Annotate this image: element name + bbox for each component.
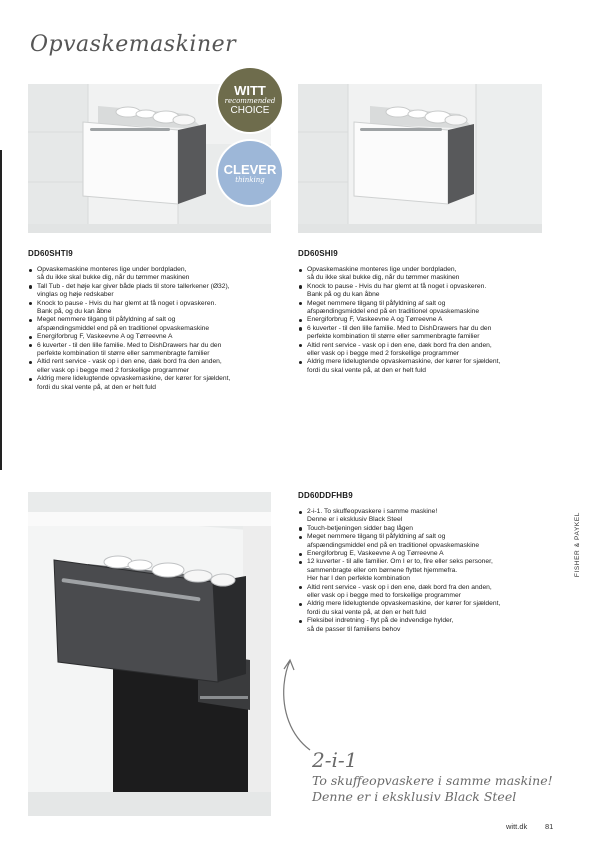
promo-line-1: To skuffeopvaskere i samme maskine!	[312, 773, 553, 788]
feature-line: Meget nemmere tilgang til påfyldning af salt og	[307, 533, 446, 541]
feature-line: Touch-betjeningen sidder bag lågen	[307, 524, 413, 532]
feature-line: Aldrig mere lidelugtende opvaskemaskine, der kører for sjældent,	[37, 375, 231, 383]
feature-item	[28, 283, 278, 300]
feature-item	[298, 558, 560, 583]
feature-list-dd60shi9	[298, 266, 548, 375]
footer-page-number: 81	[545, 822, 554, 831]
feature-line: Altid rent service - vask op i den ene, dæk bord fra den anden,	[307, 583, 492, 591]
feature-line-continued: Bank på og du kan åbne	[307, 291, 380, 299]
feature-line: Meget nemmere tilgang til påfyldning af salt og	[37, 316, 176, 324]
feature-line-continued: afspændingsmiddel end på en traditionel opvaskemaskine	[307, 308, 480, 316]
feature-item	[28, 316, 278, 333]
feature-line-continued: fordi du skal vente på, at den er helt fuld	[307, 366, 426, 374]
feature-line-continued: sammenbragte eller om børnene flyttet hjemmefra.	[307, 566, 458, 574]
product-photo-dd60shi9	[298, 84, 542, 233]
feature-line-continued: så du ikke skal bukke dig, når du tømmer maskinen	[37, 274, 190, 282]
feature-line-continued: vinglas og høje redskaber	[37, 291, 114, 299]
feature-line-continued: fordi du skal vente på, at den er helt fuld	[307, 608, 426, 616]
feature-item	[298, 550, 560, 558]
feature-line-continued: perfekte kombination til større eller sammenbragte familier	[37, 350, 210, 358]
feature-line-continued: eller vask op i begge med to forskellige programmer	[307, 592, 461, 600]
feature-line: Energiforbrug E, Vaskeevne A og Tørreevne A	[307, 550, 444, 558]
badge-choice-text: CHOICE	[230, 105, 270, 116]
feature-line: 6 kuverter - til den lille familie. Med to DishDrawers har du den	[37, 341, 222, 349]
product-photo-dd60ddfhb9	[28, 492, 271, 816]
feature-list-dd60ddfhb9	[298, 508, 560, 634]
product-name-dd60shti9: DD60SHTI9	[28, 249, 73, 258]
product-name-dd60ddfhb9: DD60DDFHB9	[298, 491, 353, 500]
feature-item	[298, 584, 560, 601]
left-rule	[0, 150, 2, 470]
footer-website: witt.dk	[506, 822, 528, 831]
feature-item	[28, 266, 278, 283]
feature-item	[298, 300, 548, 317]
badge-thinking-text: thinking	[235, 175, 265, 184]
feature-line: Aldrig mere lidelugtende opvaskemaskine, der kører for sjældent,	[307, 600, 501, 608]
feature-item	[28, 375, 278, 392]
feature-line-continued: så du ikke skal bukke dig, når du tømmer maskinen	[307, 274, 460, 282]
feature-item	[298, 316, 548, 324]
feature-list-dd60shti9	[28, 266, 278, 392]
badge-recommended-text: recommended	[224, 97, 276, 105]
page-title: Opvaskemaskiner	[30, 32, 237, 57]
feature-line: Fleksibel indretning - flyt på de indvendige hylder,	[307, 617, 454, 625]
feature-line: Opvaskemaskine monteres lige under bordpladen,	[307, 266, 457, 273]
feature-line-continued: perfekte kombination til større eller sammenbragte familier	[307, 333, 480, 341]
feature-line-continued: fordi du skal vente på, at den er helt fuld	[37, 383, 156, 391]
feature-line: Altid rent service - vask op i den ene, dæk bord fra den anden,	[37, 358, 222, 366]
promo-line-2: Denne er i eksklusiv Black Steel	[312, 789, 517, 804]
feature-item	[28, 342, 278, 359]
hand-drawn-arrow-icon	[270, 655, 320, 755]
feature-line-continued: Denne er i eksklusiv Black Steel	[307, 516, 403, 524]
feature-item	[298, 617, 560, 634]
feature-line: Tall Tub - det høje kar giver både plads til store tallerkener (Ø32),	[37, 282, 230, 290]
feature-line: Opvaskemaskine monteres lige under bordpladen,	[37, 266, 187, 273]
feature-item	[298, 325, 548, 342]
feature-item	[298, 600, 560, 617]
side-brand-label: FISHER & PAYKEL	[574, 512, 581, 578]
feature-item	[298, 342, 548, 359]
feature-item	[28, 300, 278, 317]
feature-line-continued: afspændingsmiddel end på en traditionel opvaskemaskine	[37, 324, 210, 332]
feature-line: Energiforbrug F, Vaskeevne A og Tørreevne A	[37, 333, 173, 341]
feature-item	[28, 358, 278, 375]
feature-line-continued: Bank på, og du kan åbne	[37, 308, 112, 316]
feature-line: 6 kuverter - til den lille familie. Med to DishDrawers har du den	[307, 324, 492, 332]
feature-line: 2-i-1. To skuffeopvaskere i samme maskine!	[307, 508, 438, 515]
feature-item	[298, 508, 560, 525]
witt-recommended-choice-badge	[218, 68, 282, 132]
feature-line-continued: eller vask op i begge med 2 forskellige programmer	[307, 350, 460, 358]
clever-thinking-badge	[218, 141, 282, 205]
badge-witt-text: WITT	[234, 83, 266, 98]
feature-item	[298, 283, 548, 300]
badge-clever-text: CLEVER	[223, 161, 277, 177]
feature-item	[298, 266, 548, 283]
feature-line-continued: Her har I den perfekte kombination	[307, 575, 410, 583]
feature-line: Knock to pause - Hvis du har glemt at få noget i opvaskeren.	[37, 299, 217, 307]
feature-line: Altid rent service - vask op i den ene, dæk bord fra den anden,	[307, 341, 492, 349]
feature-line: Aldrig mere lidelugtende opvaskemaskine, der kører for sjældent,	[307, 358, 501, 366]
product-name-dd60shi9: DD60SHI9	[298, 249, 338, 258]
feature-item	[298, 525, 560, 533]
feature-item	[298, 533, 560, 550]
feature-line-continued: afspændingsmiddel end på en traditionel opvaskemaskine	[307, 541, 480, 549]
feature-line: Energiforbrug F, Vaskeevne A og Tørreevne A	[307, 316, 443, 324]
feature-line-continued: så de passer til familiens behov	[307, 625, 401, 633]
feature-item	[28, 333, 278, 341]
feature-line: Meget nemmere tilgang til påfyldning af salt og	[307, 299, 446, 307]
feature-line-continued: eller vask op i begge med 2 forskellige programmer	[37, 366, 190, 374]
feature-item	[298, 358, 548, 375]
promo-2-in-1: 2-i-1	[312, 748, 358, 772]
feature-line: 12 kuverter - til alle familier. Om I er to, fire eller seks personer,	[307, 558, 493, 566]
feature-line: Knock to pause - Hvis du har glemt at få noget i opvaskeren.	[307, 282, 487, 290]
